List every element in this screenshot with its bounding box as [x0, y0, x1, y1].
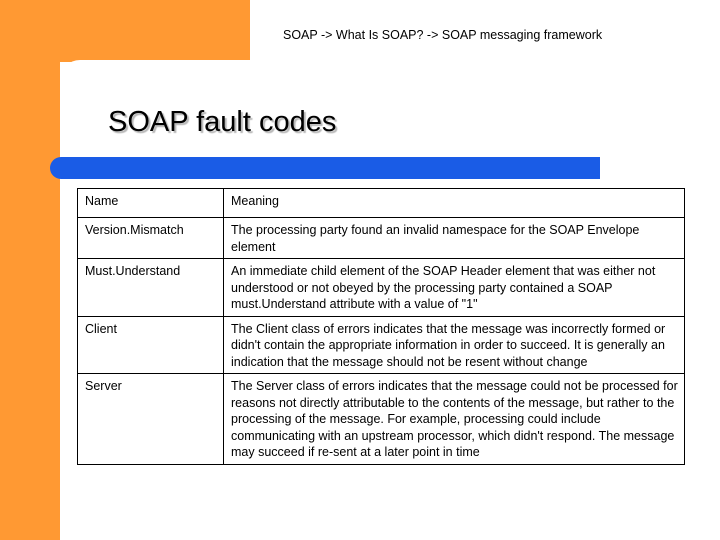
fault-name-cell: Version.Mismatch [78, 218, 224, 259]
table-row [78, 218, 685, 259]
fault-name-cell: Must.Understand [78, 259, 224, 317]
table-row [78, 316, 685, 374]
fault-name-cell: Client [78, 316, 224, 374]
fault-meaning-cell: The processing party found an invalid namespace for the SOAP Envelope element [224, 218, 685, 259]
fault-meaning-cell: The Server class of errors indicates that the message could not be processed for reasons not directly attributable to the contents of the message, but rather to the processing of the message. For example, processing could include communicating with an upstream processor, which didn't respond. The message may succeed if re-sent at a later point in time [224, 374, 685, 465]
table-row [78, 374, 685, 465]
orange-top-block [60, 0, 250, 62]
fault-meaning-cell: An immediate child element of the SOAP Header element that was either not understood or not obeyed by the processing party contained a SOAP must.Understand attribute with a value of "1" [224, 259, 685, 317]
breadcrumb: SOAP -> What Is SOAP? -> SOAP messaging framework [283, 28, 603, 42]
table-row [78, 259, 685, 317]
header-name: Name [78, 189, 224, 218]
fault-meaning-cell: The Client class of errors indicates that the message was incorrectly formed or didn't contain the appropriate information in order to succeed. It is generally an indication that the message should not be resent without change [224, 316, 685, 374]
fault-name-cell: Server [78, 374, 224, 465]
header-meaning: Meaning [224, 189, 685, 218]
fault-codes-table [77, 188, 685, 465]
slide-title: SOAP fault codes [108, 106, 337, 138]
orange-side-strip [0, 0, 60, 540]
table-header-row [78, 189, 685, 218]
title-underline-bar [50, 157, 600, 179]
